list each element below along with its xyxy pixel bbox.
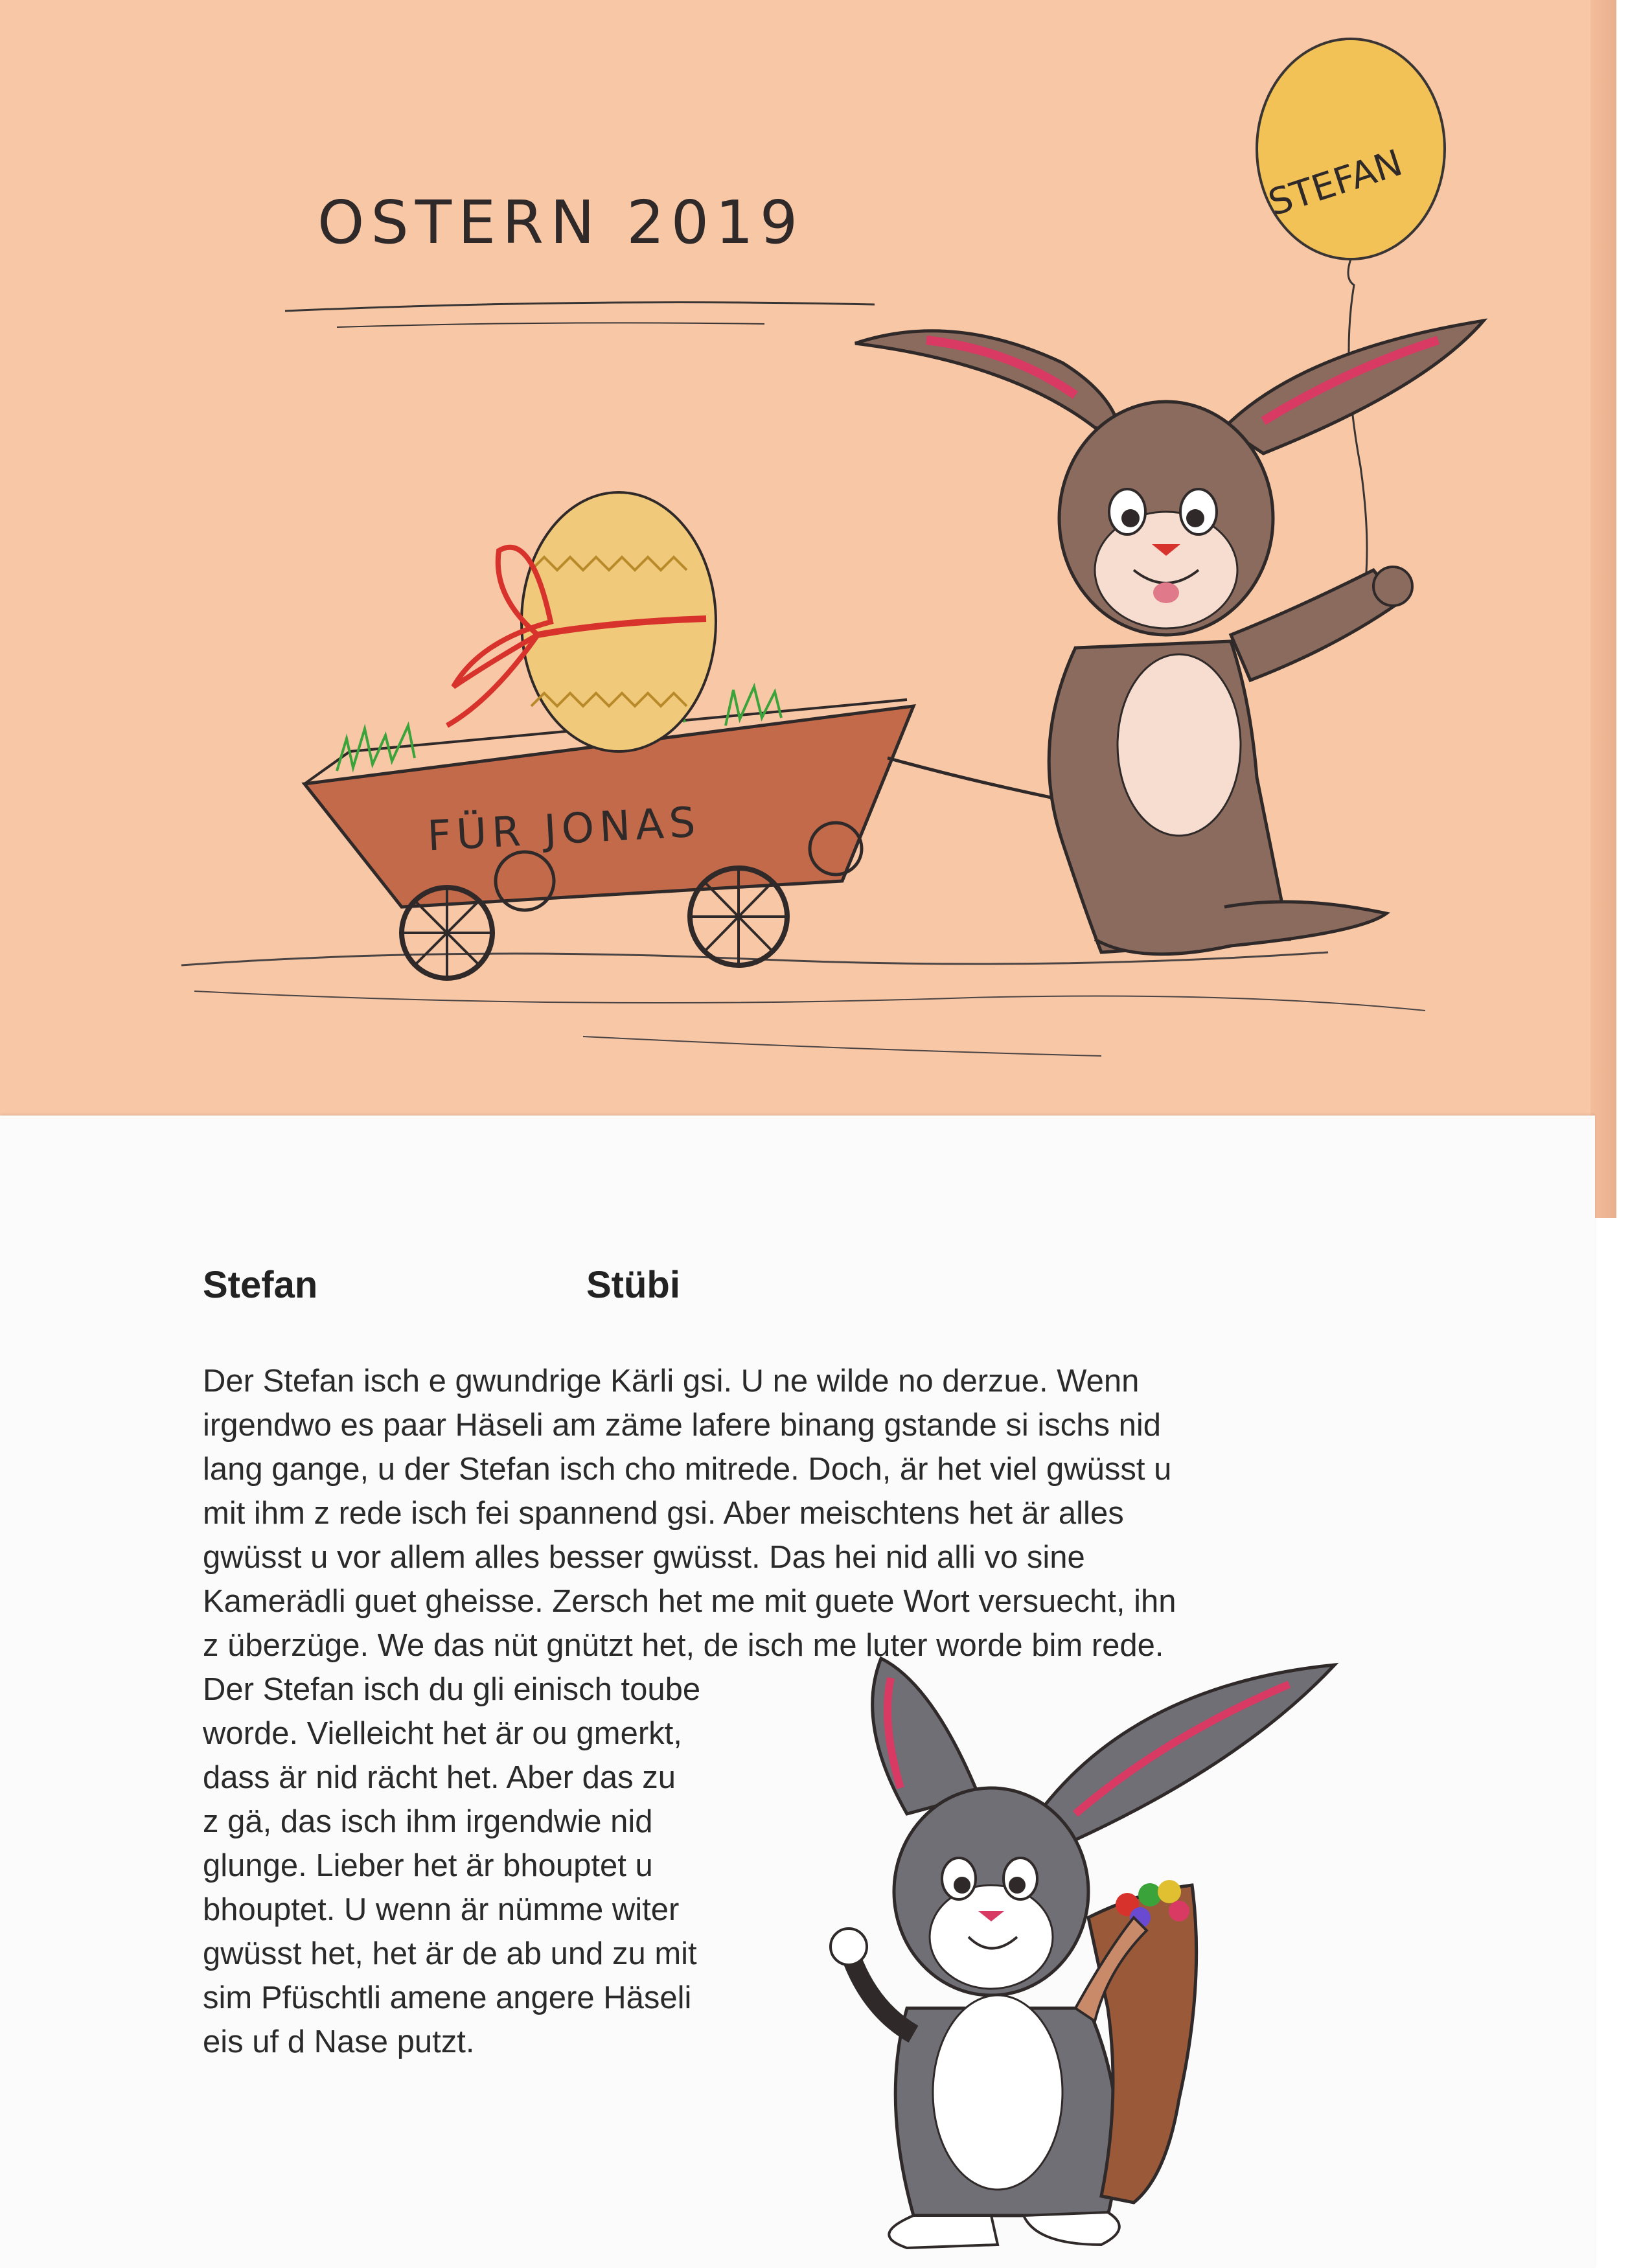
story-line: Der Stefan isch du gli einisch toube <box>203 1672 701 1707</box>
story-heading-last-name: Stübi <box>586 1264 680 1306</box>
story-line: gwüsst u vor allem alles besser gwüsst. Das hei nid alli vo sine <box>203 1540 1085 1575</box>
wagon-label: FÜR JONAS <box>426 798 702 861</box>
story-line: eis uf d Nase putzt. <box>203 2024 475 2059</box>
story-line: glunge. Lieber het är bhouptet u <box>203 1848 653 1883</box>
story-line: bhouptet. U wenn är nümme witer <box>203 1892 680 1927</box>
card-illustration <box>0 0 1652 1116</box>
brown-bunny <box>855 321 1484 954</box>
story-paragraph-narrow <box>203 1667 812 2064</box>
card-title: OSTERN 2019 <box>317 188 805 257</box>
story-line: irgendwo es paar Häseli am zäme lafere binang gstande si ischs nid <box>203 1408 1161 1443</box>
story-line: lang gange, u der Stefan isch cho mitrede. Doch, är het viel gwüsst u <box>203 1452 1172 1487</box>
story-line: z überzüge. We das nüt gnützt het, de isch me luter worde bim rede. <box>203 1628 1164 1663</box>
story-line: Kamerädli guet gheisse. Zersch het me mit guete Wort versuecht, ihn <box>203 1584 1176 1619</box>
story-line: z gä, das isch ihm irgendwie nid <box>203 1804 653 1839</box>
story-line: worde. Vielleicht het är ou gmerkt, <box>203 1716 682 1751</box>
story-paragraph-full-width <box>203 1359 1388 1667</box>
story-line: mit ihm z rede isch fei spannend gsi. Aber meischtens het är alles <box>203 1496 1124 1531</box>
story-heading-first-name: Stefan <box>203 1264 318 1306</box>
wagon <box>304 492 1147 978</box>
balloon-label: STEFAN <box>1263 141 1408 225</box>
story-line: gwüsst het, het är de ab und zu mit <box>203 1936 697 1971</box>
story-line: sim Pfüschtli amene angere Häseli <box>203 1980 692 2015</box>
story-line: dass är nid rächt het. Aber das zu <box>203 1760 676 1795</box>
story-line: Der Stefan isch e gwundrige Kärli gsi. U ne wilde no derzue. Wenn <box>203 1364 1140 1399</box>
grey-bunny-illustration <box>829 1645 1399 2254</box>
balloon <box>1257 39 1445 615</box>
